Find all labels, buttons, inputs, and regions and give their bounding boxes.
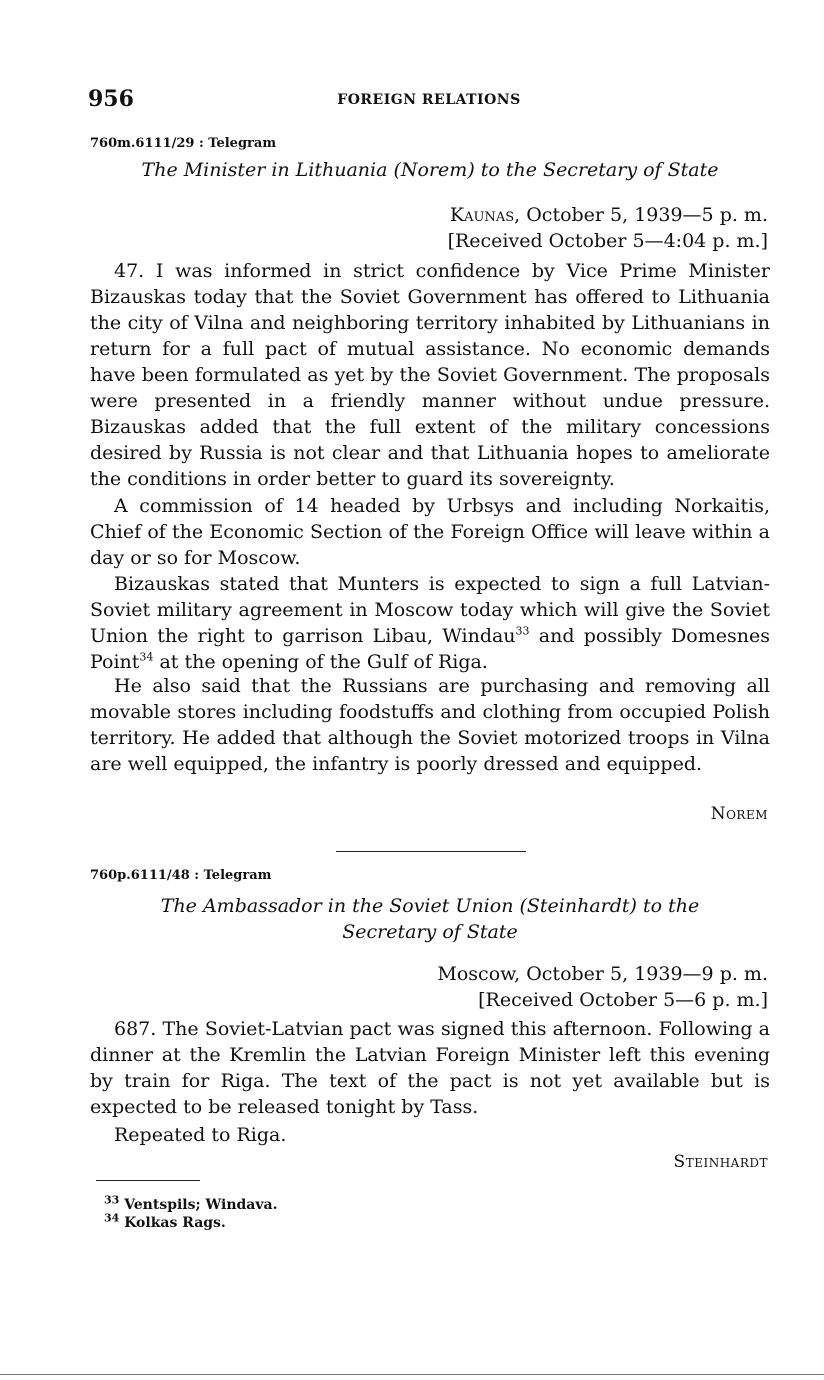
- doc2-received: [Received October 5—6 p. m.]: [478, 989, 768, 1011]
- footnote-33-mark: 33: [104, 1193, 120, 1207]
- doc1-paragraph-2: A commission of 14 headed by Urbsys and including Norkaitis, Chief of the Economic Section of the Foreign Office will leave within a day or so for Moscow.: [90, 495, 770, 569]
- doc2-title-post: ) to the: [629, 895, 700, 917]
- doc1-p3-part1: Bizauskas stated that Munters is expected to sign a full Latvian-Soviet military agreement in Moscow today which will give the Soviet Union the right to garrison Libau, Windau: [90, 573, 770, 647]
- doc2-paragraph-1: 687. The Soviet-Latvian pact was signed this afternoon. Following a dinner at the Kremlin the Latvian Foreign Minister left this evening by train for Riga. The text of the pact is not yet available but is expected to be released tonight by Tass.: [90, 1018, 770, 1118]
- doc2-signature: Steinhardt: [673, 1152, 768, 1172]
- footnote-33-text: Ventspils; Windava.: [124, 1197, 278, 1213]
- doc2-title-line2: Secretary of State: [342, 921, 518, 943]
- page-bottom-edge: [0, 1374, 824, 1375]
- doc1-received: [Received October 5—4:04 p. m.]: [447, 230, 768, 252]
- footnote-33: [104, 1193, 278, 1214]
- doc2-title-name: Steinhardt: [526, 895, 630, 917]
- page-number: 956: [88, 86, 134, 112]
- doc2-title-pre: The Ambassador in the Soviet Union (: [160, 895, 527, 917]
- doc1-p3-part3: at the opening of the Gulf of Riga.: [153, 651, 488, 673]
- doc1-date: , October 5, 1939—5 p. m.: [514, 204, 768, 226]
- doc1-signature: Norem: [710, 804, 768, 824]
- doc1-paragraph-1: 47. I was informed in strict confidence by Vice Prime Minister Bizauskas today that the Soviet Government has offered to Lithuania the city of Vilna and neighboring territory inhabited by Lithuanians in return for a full pact of mutual assistance. No economic demands have been formulated as yet by the Soviet Government. The proposals were presented in a friendly manner without undue pressure. Bizauskas added that the full extent of the military concessions desired by Russia is not clear and that Lithuania hopes to ameliorate the conditions in order better to guard its sovereignty.: [90, 260, 770, 490]
- doc1-title-name: Norem: [400, 159, 468, 181]
- footnote-ref-33: 33: [515, 624, 530, 638]
- doc2-dateline: Moscow, October 5, 1939—9 p. m.: [437, 963, 768, 985]
- doc1-reference: 760m.6111/29 : Telegram: [90, 136, 277, 151]
- footnote-34-text: Kolkas Rags.: [124, 1215, 226, 1231]
- footnote-34: [104, 1211, 226, 1232]
- doc1-title-post: ) to the Secretary of State: [467, 159, 719, 181]
- doc1-title-pre: The Minister in Lithuania (: [141, 159, 401, 181]
- doc2-title: [90, 893, 770, 945]
- doc1-dateline: [450, 202, 768, 228]
- doc1-paragraph-4: He also said that the Russians are purchasing and removing all movable stores including foodstuffs and clothing from occupied Polish territory. He added that although the Soviet motorized troops in Vilna are well equipped, the infantry is poorly dressed and equipped.: [90, 675, 770, 775]
- footnote-34-mark: 34: [104, 1211, 120, 1225]
- footnote-ref-34: 34: [139, 650, 154, 664]
- doc1-p3-part2: and possibly Domesnes Point: [90, 625, 770, 673]
- doc2-paragraph-2: Repeated to Riga.: [114, 1124, 287, 1146]
- doc1-place: Kaunas: [449, 204, 515, 226]
- footnote-rule: [96, 1180, 200, 1181]
- running-title: FOREIGN RELATIONS: [337, 92, 521, 108]
- doc1-title: [90, 157, 770, 183]
- section-divider: [336, 851, 526, 852]
- doc2-reference: 760p.6111/48 : Telegram: [90, 868, 272, 883]
- page-header: [88, 86, 770, 116]
- doc1-paragraph-3: [90, 571, 770, 675]
